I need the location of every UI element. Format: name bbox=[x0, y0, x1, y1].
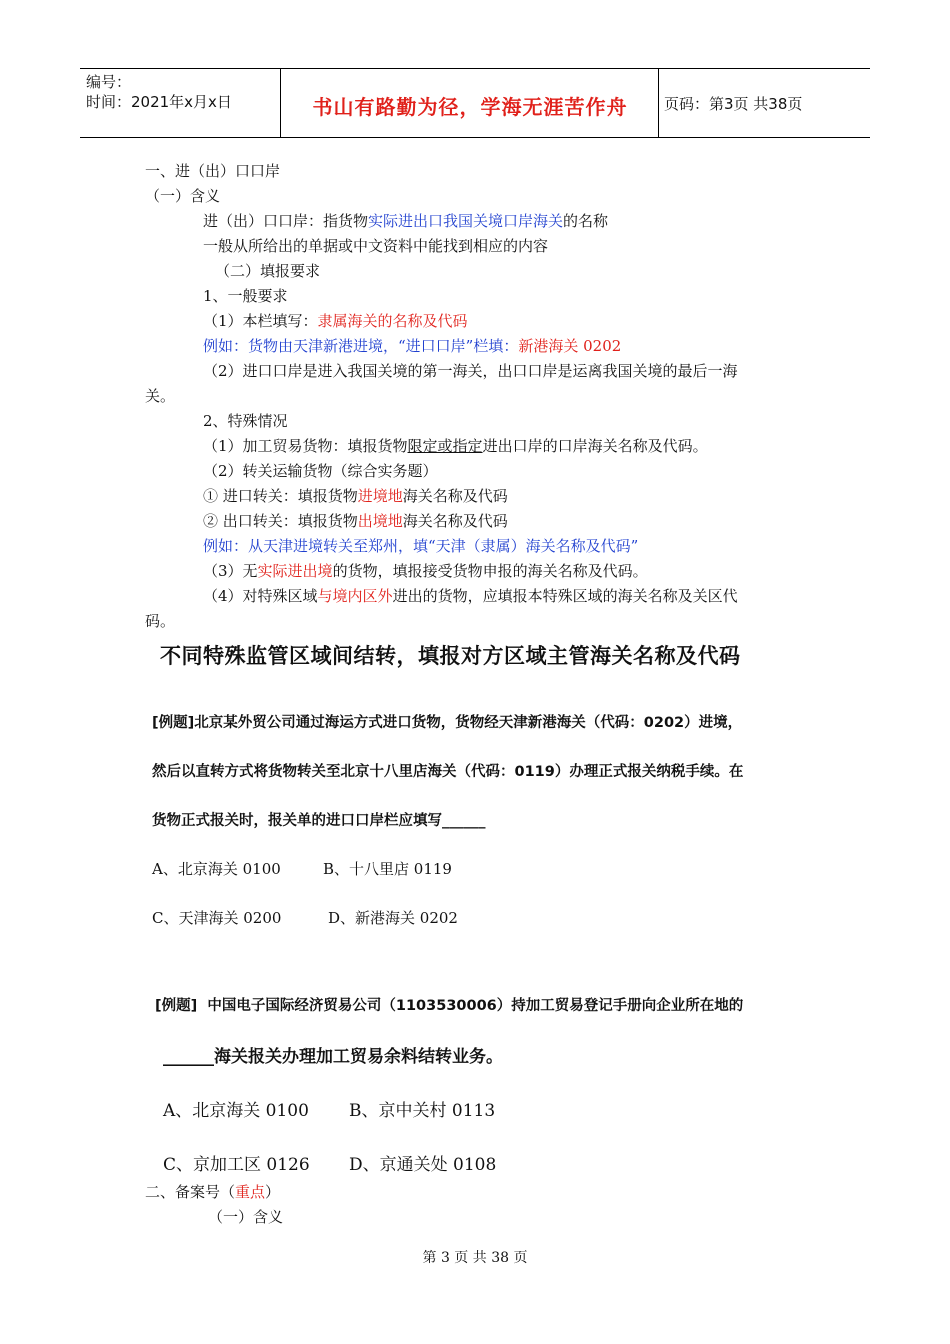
example1-blue: 例如：货物由天津新港进境，“进口口岸”栏填： bbox=[203, 337, 519, 355]
definition-highlight: 实际进出口我国关境口岸海关 bbox=[368, 212, 564, 230]
example2-option-a: A、北京海关 0100 bbox=[163, 1101, 309, 1121]
example1-red: 新港海关 0202 bbox=[518, 337, 622, 355]
example2-text1: 中国电子国际经济贸易公司（1103530006）持加工贸易登记手册向企业所在地的 bbox=[207, 998, 744, 1014]
special-item2a bbox=[203, 486, 508, 506]
header-meta bbox=[86, 72, 232, 112]
header-divider bbox=[280, 69, 281, 137]
general-item1 bbox=[203, 311, 468, 331]
special-item4-cont: 码。 bbox=[145, 612, 176, 630]
special-item4 bbox=[203, 586, 738, 606]
page-footer: 第 3 页 共 38 页 bbox=[422, 1250, 528, 1266]
example2-tag: [例题] bbox=[155, 998, 198, 1014]
general-item2: （2）进口口岸是进入我国关境的第一海关，出口口岸是运离我国关境的最后一海 bbox=[203, 362, 738, 380]
special-item2a-suffix: 海关名称及代码 bbox=[402, 487, 508, 505]
special-item1-underline: 限定或指定 bbox=[407, 437, 483, 455]
definition-prefix: 进（出）口口岸：指货物 bbox=[203, 212, 369, 230]
example1-question-line1 bbox=[152, 711, 742, 732]
special-item2b-red: 出境地 bbox=[357, 512, 403, 530]
general-requirements-title: 1、一般要求 bbox=[203, 287, 288, 305]
header-motto: 书山有路勤为径，学海无涯苦作舟 bbox=[312, 95, 628, 119]
example2-option-c: C、京加工区 0126 bbox=[163, 1155, 310, 1175]
example1-tag: [例题] bbox=[152, 715, 195, 731]
example1-question-line3: 货物正式报关时，报关单的进口口岸栏应填写______ bbox=[152, 813, 486, 829]
example1-option-b: B、十八里店 0119 bbox=[323, 860, 452, 878]
definition-line2: 一般从所给出的单据或中文资料中能找到相应的内容 bbox=[203, 237, 549, 255]
section1-title: 一、进（出）口口岸 bbox=[145, 162, 281, 180]
special-item3-suffix: 的货物，填报接受货物申报的海关名称及代码。 bbox=[332, 562, 648, 580]
header-time-label: 时间：2021年x月x日 bbox=[86, 93, 232, 111]
example2-question-line2: ______海关报关办理加工贸易余料结转业务。 bbox=[163, 1047, 503, 1067]
section2-title-red: 重点 bbox=[235, 1183, 266, 1201]
example2-option-b: B、京中关村 0113 bbox=[349, 1101, 496, 1121]
special-item1 bbox=[203, 436, 708, 456]
header-divider bbox=[658, 69, 659, 137]
special-item2b-prefix: ② 出口转关：填报货物 bbox=[203, 512, 358, 530]
special-cases-title: 2、特殊情况 bbox=[203, 412, 288, 430]
section2-title-prefix: 二、备案号（ bbox=[145, 1183, 236, 1201]
special-item3 bbox=[203, 561, 648, 581]
special-item4-red: 与境内区外 bbox=[317, 587, 393, 605]
special-item4-suffix: 进出的货物，应填报本特殊区域的海关名称及关区代 bbox=[392, 587, 738, 605]
special-item1-suffix: 进出口岸的口岸海关名称及代码。 bbox=[482, 437, 708, 455]
section2-sub1: （一）含义 bbox=[208, 1208, 284, 1226]
general-item1-red: 隶属海关的名称及代码 bbox=[317, 312, 468, 330]
general-item2-cont: 关。 bbox=[145, 387, 176, 405]
example1-text1: 北京某外贸公司通过海运方式进口货物，货物经天津新港海关（代码：0202）进境， bbox=[194, 715, 743, 731]
special-item2b-suffix: 海关名称及代码 bbox=[402, 512, 508, 530]
special-item2a-prefix: ① 进口转关：填报货物 bbox=[203, 487, 358, 505]
special-item4-prefix: （4）对特殊区域 bbox=[203, 587, 318, 605]
definition-line bbox=[203, 211, 608, 231]
example1-option-d: D、新港海关 0202 bbox=[328, 909, 458, 927]
special-item3-red: 实际进出境 bbox=[257, 562, 333, 580]
page-header bbox=[80, 68, 870, 138]
example1-option-c: C、天津海关 0200 bbox=[152, 909, 282, 927]
section2-title-suffix: ） bbox=[265, 1183, 281, 1201]
special-item2b bbox=[203, 511, 508, 531]
special-item2: （2）转关运输货物（综合实务题） bbox=[203, 462, 438, 480]
special-item2a-red: 进境地 bbox=[357, 487, 403, 505]
example2-line: 例如：从天津进境转关至郑州，填“天津（隶属）海关名称及代码” bbox=[203, 537, 639, 555]
example1-line bbox=[203, 336, 621, 356]
example1-option-a: A、北京海关 0100 bbox=[152, 860, 281, 878]
header-page-info: 页码：第3页 共38页 bbox=[664, 95, 803, 113]
definition-suffix: 的名称 bbox=[563, 212, 609, 230]
header-number-label: 编号： bbox=[86, 73, 132, 91]
special-item1-prefix: （1）加工贸易货物：填报货物 bbox=[203, 437, 408, 455]
section1-sub1: （一）含义 bbox=[145, 187, 221, 205]
section2-title bbox=[145, 1182, 280, 1202]
general-item1-prefix: （1）本栏填写： bbox=[203, 312, 318, 330]
example2-question-line1 bbox=[155, 994, 743, 1015]
example1-question-line2: 然后以直转方式将货物转关至北京十八里店海关（代码：0119）办理正式报关纳税手续。在 bbox=[152, 764, 744, 780]
example2-option-d: D、京通关处 0108 bbox=[349, 1155, 497, 1175]
special-item3-prefix: （3）无 bbox=[203, 562, 258, 580]
highlight-heading: 不同特殊监管区域间结转，填报对方区域主管海关名称及代码 bbox=[160, 644, 741, 668]
section1-sub2: （二）填报要求 bbox=[215, 262, 321, 280]
